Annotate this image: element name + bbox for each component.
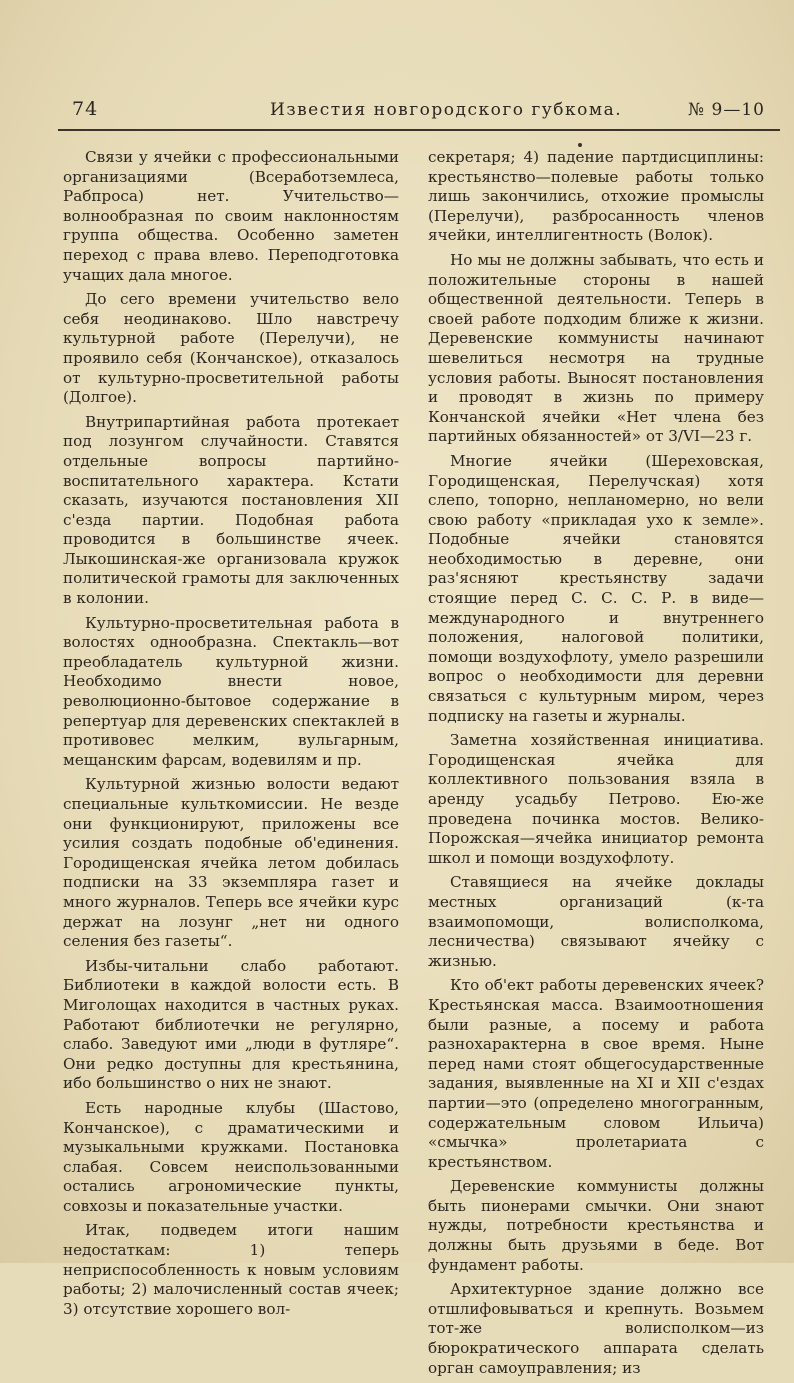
left-column bbox=[63, 148, 399, 1324]
paragraph: Итак, подведем итоги нашим недостаткам: 1) теперь неприспособленность к новым условиям работы; 2) малочисленный состав ячеек; 3) отсутствие хорошего вол- bbox=[63, 1221, 399, 1318]
paragraph: Архитектурное здание должно все отшлифовываться и крепнуть. Возьмем тот-же волисполком—из бюрократического аппарата сделать орган самоуправления; из bbox=[428, 1280, 764, 1377]
paragraph: Культурно-просветительная работа в волостях однообразна. Спектакль—вот преобладатель культурной жизни. Необходимо внести новое, революционно-бытовое содержание в репертуар для деревенских спектаклей в противовес мелким, вульгарным, мещанским фарсам, водевилям и пр. bbox=[63, 613, 399, 769]
journal-title: Известия новгородского губкома. bbox=[270, 100, 623, 120]
paragraph: До сего времени учительство вело себя неодинаково. Шло навстречу культурной работе (Перелучи), не проявило себя (Кончанское), отказалось от культурно-просветительной работы (Долгое). bbox=[63, 290, 399, 407]
issue-number: № 9—10 bbox=[688, 100, 765, 120]
paragraph: Кто об'ект работы деревенских ячеек? Крестьянская масса. Взаимоотношения были разные, а посему и работа разнохарактерна в свое время. Ныне перед нами стоят общегосударственные задания, выявленные на XI и XII с'ездах партии—это (определено многогранным, содержательным словом Ильича) «смычка» пролетариата с крестьянством. bbox=[428, 976, 764, 1171]
page-number: 74 bbox=[72, 98, 99, 120]
paragraph: Есть народные клубы (Шастово, Кончанское), с драматическими и музыкальными кружками. Постановка слабая. Совсем неиспользованными остались агрономические пункты, совхозы и показательные участки. bbox=[63, 1098, 399, 1215]
paragraph: секретаря; 4) падение партдисциплины: крестьянство—полевые работы только лишь закончились, отхожие промыслы (Перелучи), разбросанность членов ячейки, интеллигентность (Волок). bbox=[428, 148, 764, 245]
page-header bbox=[60, 98, 775, 128]
paragraph: Ставящиеся на ячейке доклады местных организаций (к-та взаимопомощи, волисполкома, лесничества) связывают ячейку с жизнью. bbox=[428, 873, 764, 970]
paragraph: Внутрипартийная работа протекает под лозунгом случайности. Ставятся отдельные вопросы партийно-воспитательного характера. Кстати сказать, изучаются постановления XII с'езда партии. Подобная работа проводится в большинстве ячеек. Лыкошинская-же организовала кружок политической грамоты для заключенных в колонии. bbox=[63, 412, 399, 608]
paragraph: Но мы не должны забывать, что есть и положительные стороны в нашей общественной деятельности. Теперь в своей работе подходим ближе к жизни. Деревенские коммунисты начинают шевелиться несмотря на трудные условия работы. Выносят постановления и проводят в жизнь по примеру Кончанской ячейки «Нет члена без партийных обязанностей» от 3/VI—23 г. bbox=[428, 250, 764, 446]
print-mark bbox=[578, 143, 582, 147]
paragraph: Заметна хозяйственная инициатива. Городищенская ячейка для коллективного пользования взяла в аренду усадьбу Петрово. Ею-же проведена починка мостов. Велико-Порожская—ячейка инициатор ремонта школ и помощи воздухофлоту. bbox=[428, 731, 764, 867]
paragraph: Многие ячейки (Шереховская, Городищенская, Перелучская) хотя слепо, топорно, непланомерно, но вели свою работу «прикладая ухо к земле». Подобные ячейки становятся необходимостью в деревне, они раз'ясняют крестьянству задачи стоящие перед С. С. С. Р. в виде—международного и внутреннего положения, налоговой политики, помощи воздухофлоту, умело разрешили вопрос о необходимости для деревни связаться с культурным миром, через подписку на газеты и журналы. bbox=[428, 451, 764, 725]
paragraph: Избы-читальни слабо работают. Библиотеки в каждой волости есть. В Миголощах находится в частных руках. Работают библиотечки не регулярно, слабо. Заведуют ими „люди в футляре“. Они редко доступны для крестьянина, ибо большинство о них не знают. bbox=[63, 956, 399, 1093]
paragraph: Связи у ячейки с профессиональными организациями (Всеработземлеса, Рабпроса) нет. Учительство—волнообразная по своим наклонностям группа общества. Особенно заметен переход с права влево. Переподготовка учащих дала многое. bbox=[63, 148, 399, 284]
right-column bbox=[428, 148, 764, 1383]
header-rule bbox=[58, 129, 780, 131]
paragraph: Культурной жизнью волости ведают специальные культкомиссии. Не везде они функционируют, приложены все усилия создать подобные об'единения. Городищенская ячейка летом добилась подписки на 33 экземпляра газет и много журналов. Теперь все ячейки курс держат на лозунг „нет ни одного селения без газеты“. bbox=[63, 775, 399, 951]
paragraph: Деревенские коммунисты должны быть пионерами смычки. Они знают нужды, потребности крестьянства и должны быть друзьями в беде. Вот фундамент работы. bbox=[428, 1177, 764, 1274]
